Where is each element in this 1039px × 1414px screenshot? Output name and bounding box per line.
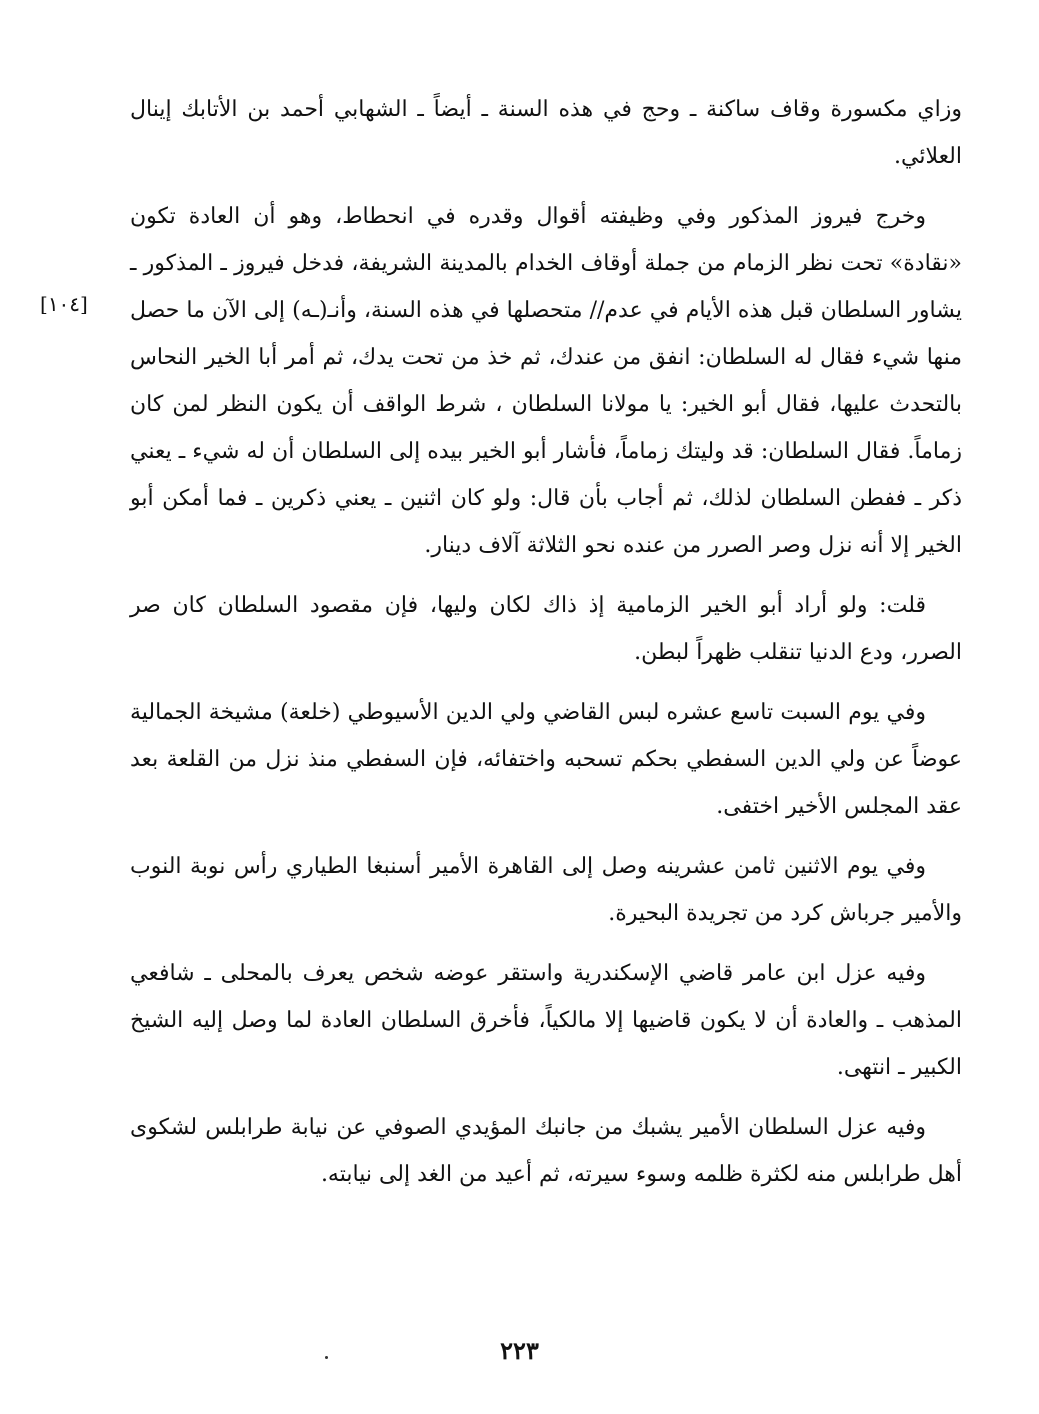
manuscript-folio-marker: [١٠٤] — [40, 292, 88, 316]
body-text — [130, 86, 962, 1211]
paragraph: وفيه عزل ابن عامر قاضي الإسكندرية واستقر عوضه شخص يعرف بالمحلى ـ شافعي المذهب ـ والعادة أن لا يكون قاضيها إلا مالكياً، فأخرق السلطان العادة لما وصل إليه الشيخ الكبير ـ انتهى. — [130, 961, 962, 1080]
paragraph: وفي يوم الاثنين ثامن عشرينه وصل إلى القاهرة الأمير أسنبغا الطياري رأس نوبة النوب والأمير جرباش كرد من تجريدة البحيرة. — [130, 854, 962, 926]
page-number: ٢٢٣ — [500, 1336, 539, 1365]
paragraph: وخرج فيروز المذكور وفي وظيفته أقوال وقدره في انحطاط، وهو أن العادة تكون «نقادة» تحت نظر الزمام من جملة أوقاف الخدام بالمدينة الشريفة، فدخل فيروز ـ المذكور ـ يشاور السلطان قبل هذه الأيام في عدم// متحصلها في هذه السنة، وأنـ(ـه) إلى الآن ما حصل منها شيء فقال له السلطان: انفق من عندك، ثم خذ من تحت يدك، ثم أمر أبا الخير النحاس بالتحدث عليها، فقال أبو الخير: يا مولانا السلطان ، شرط الواقف أن يكون النظر لمن كان زماماً. فقال السلطان: قد وليتك زماماً، فأشار أبو الخير بيده إلى السلطان أن له شيء ـ يعني ذكر ـ ففطن السلطان لذلك، ثم أجاب بأن قال: ولو كان اثنين ـ يعني ذكرين ـ فما أمكن أبو الخير إلا أنه نزل وصر الصرر من عنده نحو الثلاثة آلاف دينار. — [130, 204, 962, 558]
paragraph: وفيه عزل السلطان الأمير يشبك من جانبك المؤيدي الصوفي عن نيابة طرابلس لشكوى أهل طرابلس منه لكثرة ظلمه وسوء سيرته، ثم أعيد من الغد إلى نيابته. — [130, 1115, 962, 1187]
paragraph: قلت: ولو أراد أبو الخير الزمامية إذ ذاك لكان وليها، فإن مقصود السلطان كان صر الصرر، ودع الدنيا تنقلب ظهراً لبطن. — [130, 593, 962, 665]
paragraph: وفي يوم السبت تاسع عشره لبس القاضي ولي الدين الأسيوطي (خلعة) مشيخة الجمالية عوضاً عن ولي الدين السفطي بحكم تسحبه واختفائه، فإن السفطي منذ نزل من القلعة بعد عقد المجلس الأخير اختفى. — [130, 700, 962, 819]
paragraph: وزاي مكسورة وقاف ساكنة ـ وحج في هذه السنة ـ أيضاً ـ الشهابي أحمد بن الأتابك إينال العلائي. — [130, 97, 962, 169]
